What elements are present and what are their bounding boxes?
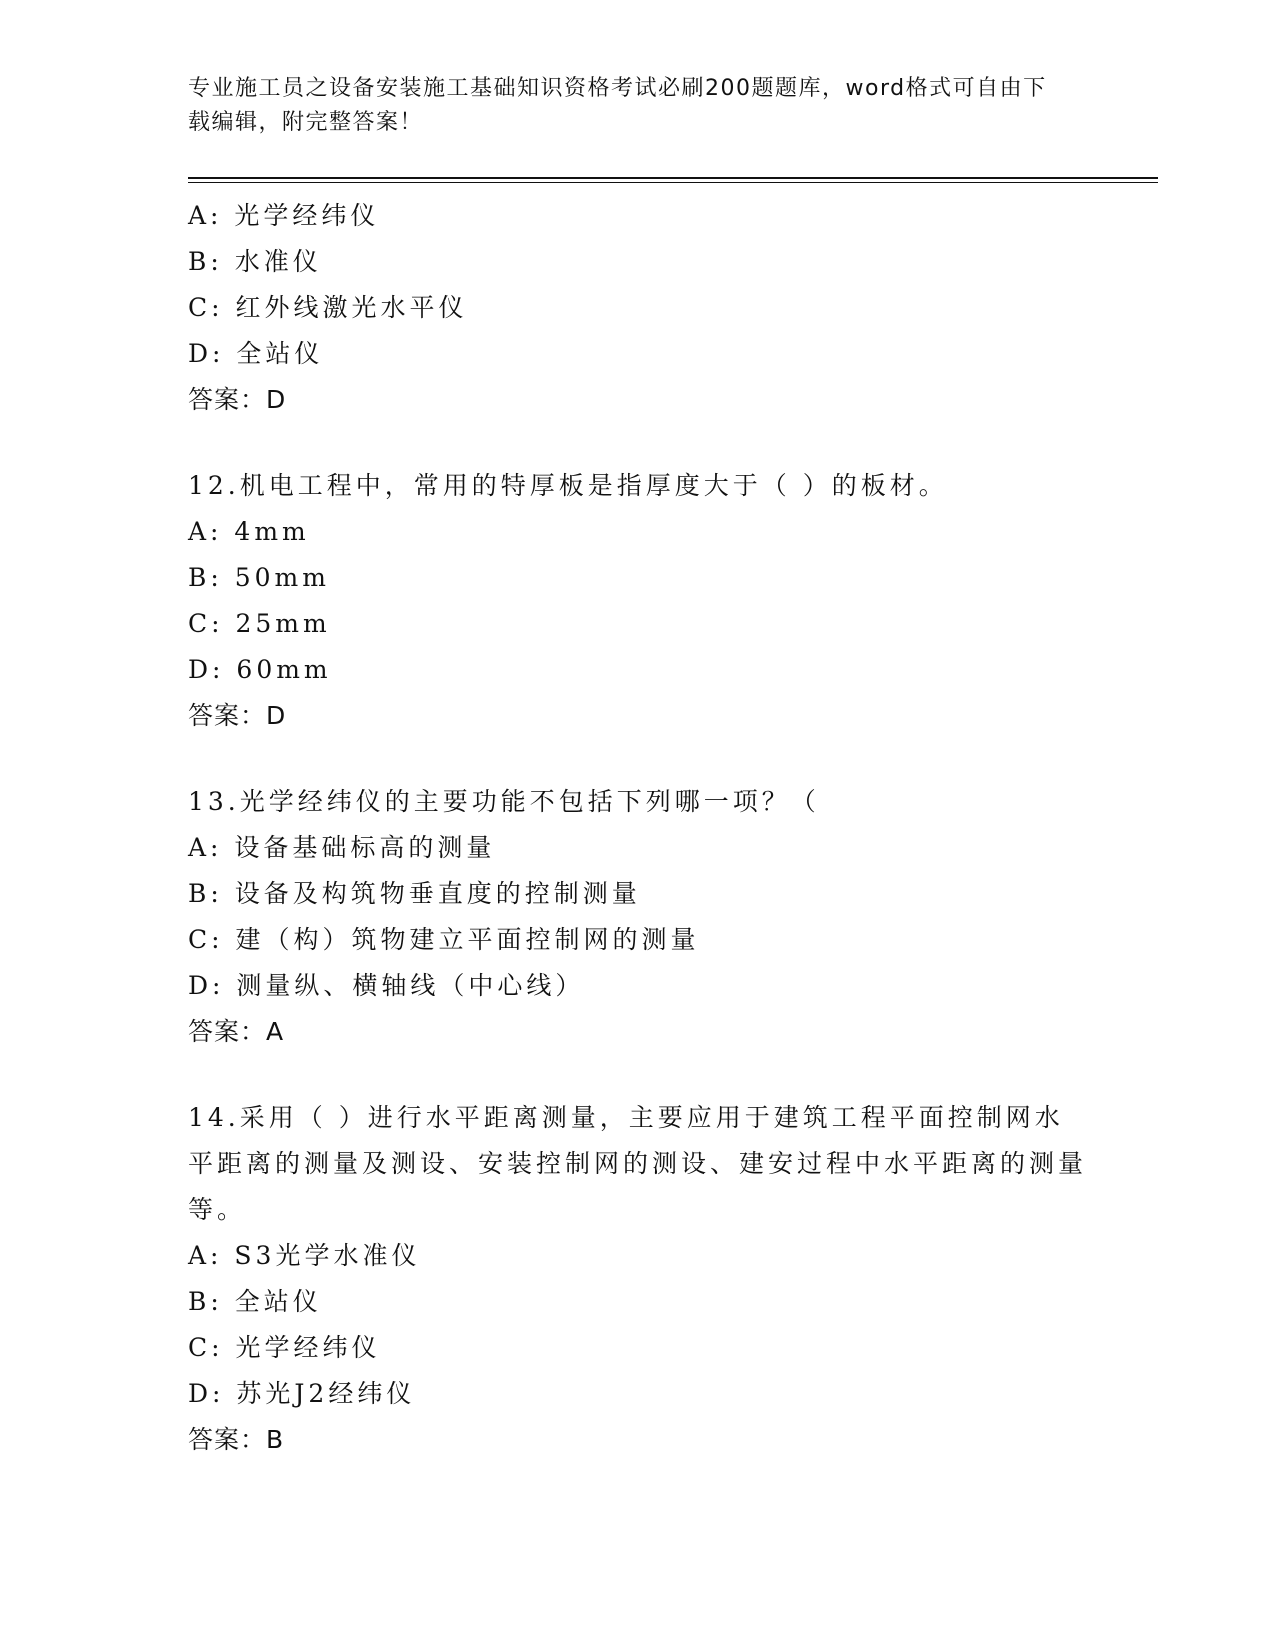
option-d: D: 苏光J2经纬仪 xyxy=(188,1379,416,1408)
option-b: B: 设备及构筑物垂直度的控制测量 xyxy=(188,879,641,908)
answer: 答案：A xyxy=(188,1017,285,1046)
question-14 xyxy=(188,1095,1088,1463)
option-c: C: 25mm xyxy=(188,609,331,638)
option-a: A: 光学经纬仪 xyxy=(188,201,380,230)
header-divider xyxy=(188,177,1158,183)
option-c: C: 光学经纬仪 xyxy=(188,1333,381,1362)
question-stem: 12.机电工程中，常用的特厚板是指厚度大于（ ）的板材。 xyxy=(188,471,948,500)
answer: 答案：D xyxy=(188,385,287,414)
option-b: B: 50mm xyxy=(188,563,330,592)
answer: 答案：B xyxy=(188,1425,285,1454)
question-11-continued xyxy=(188,193,1088,423)
option-b: B: 水准仪 xyxy=(188,247,322,276)
option-a: A: S3光学水准仪 xyxy=(188,1241,421,1270)
question-12 xyxy=(188,463,1088,739)
option-d: D: 测量纵、横轴线（中心线） xyxy=(188,971,585,1000)
question-13 xyxy=(188,779,1088,1055)
option-a: A: 设备基础标高的测量 xyxy=(188,833,496,862)
document-header: 专业施工员之设备安装施工基础知识资格考试必刷200题题库，word格式可自由下载编辑，附完整答案！ xyxy=(188,76,1047,135)
option-a: A: 4mm xyxy=(188,517,310,546)
question-stem: 13.光学经纬仪的主要功能不包括下列哪一项？（ xyxy=(188,787,820,816)
question-stem: 14.采用（ ）进行水平距离测量，主要应用于建筑工程平面控制网水平距离的测量及测设、安装控制网的测设、建安过程中水平距离的测量等。 xyxy=(188,1103,1088,1224)
answer: 答案：D xyxy=(188,701,287,730)
option-d: D: 全站仪 xyxy=(188,339,324,368)
option-c: C: 建（构）筑物建立平面控制网的测量 xyxy=(188,925,700,954)
option-c: C: 红外线激光水平仪 xyxy=(188,293,468,322)
option-b: B: 全站仪 xyxy=(188,1287,322,1316)
question-list xyxy=(188,193,1088,1503)
option-d: D: 60mm xyxy=(188,655,332,684)
